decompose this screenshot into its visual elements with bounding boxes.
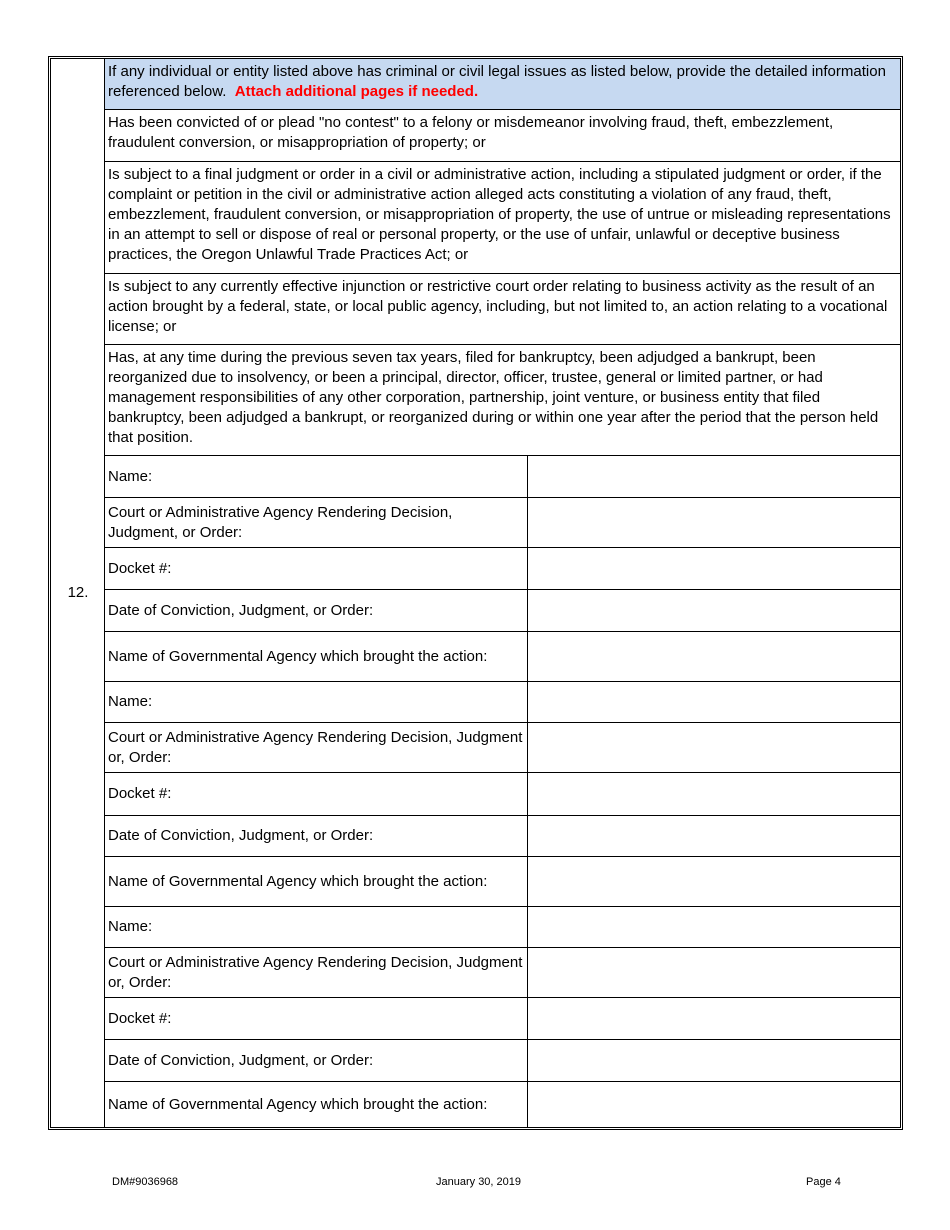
court-field[interactable] [528,723,900,772]
name-label: Name: [105,682,528,722]
intro-header [105,59,900,110]
entry-2-court-row [105,723,900,773]
date-label: Date of Conviction, Judgment, or Order: [105,816,528,856]
entry-2-name-row [105,682,900,723]
docket-field[interactable] [528,773,900,815]
date-field[interactable] [528,1040,900,1081]
footer-page-number: Page 4 [806,1176,841,1188]
name-field[interactable] [528,456,900,497]
intro-warning: Attach additional pages if needed. [234,83,479,100]
entry-3-date-row [105,1040,900,1082]
question-content [105,59,900,1127]
date-field[interactable] [528,590,900,631]
docket-label: Docket #: [105,773,528,815]
entry-3-docket-row [105,998,900,1040]
agency-field[interactable] [528,1082,900,1127]
entry-1-name-row [105,456,900,498]
condition-1: Has been convicted of or plead "no contest" to a felony or misdemeanor involving fraud, theft, embezzlement, fraudulent conversion, or misappropriation of property; or [105,110,900,162]
court-label: Court or Administrative Agency Rendering Decision, Judgment or, Order: [105,948,528,997]
entry-1-date-row [105,590,900,632]
entry-1-agency-row [105,632,900,682]
agency-label: Name of Governmental Agency which brought the action: [105,857,528,906]
intro-text: If any individual or entity listed above has criminal or civil legal issues as listed below, provide the detailed information referenced below. [108,63,886,100]
question-number-column [51,59,105,1127]
entry-3-agency-row [105,1082,900,1127]
entry-3-court-row [105,948,900,998]
condition-4: Has, at any time during the previous seven tax years, filed for bankruptcy, been adjudged a bankrupt, been reorganized due to insolvency, or been a principal, director, officer, trustee, general or limited partner, or had management responsibilities of any other corporation, partnership, joint venture, or business entity that filed bankruptcy, been adjudged a bankrupt, or reorganized during or within one year after the period that the person held that position. [105,345,900,456]
condition-3: Is subject to any currently effective injunction or restrictive court order relating to business activity as the result of an action brought by a federal, state, or local public agency, including, but not limited to, an action relating to a vocational license; or [105,274,900,345]
entry-2-date-row [105,816,900,857]
court-label: Court or Administrative Agency Rendering Decision, Judgment or, Order: [105,723,528,772]
docket-field[interactable] [528,998,900,1039]
date-label: Date of Conviction, Judgment, or Order: [105,590,528,631]
name-field[interactable] [528,907,900,947]
docket-label: Docket #: [105,548,528,589]
name-label: Name: [105,907,528,947]
condition-2: Is subject to a final judgment or order in a civil or administrative action, including a stipulated judgment or order, if the complaint or petition in the civil or administrative action alleged acts constituting a violation of any fraud, theft, embezzlement, fraudulent conversion, or misappropriation of property, the use of untrue or misleading representations in an attempt to sell or dispose of real or personal property, or the use of unfair, unlawful or deceptive business practices, the Oregon Unlawful Trade Practices Act; or [105,162,900,274]
court-field[interactable] [528,948,900,997]
docket-field[interactable] [528,548,900,589]
form-frame [48,56,903,1130]
court-label: Court or Administrative Agency Rendering Decision, Judgment, or Order: [105,498,528,547]
entry-1-docket-row [105,548,900,590]
name-label: Name: [105,456,528,497]
agency-label: Name of Governmental Agency which brought the action: [105,632,528,681]
entry-2-agency-row [105,857,900,907]
court-field[interactable] [528,498,900,547]
date-field[interactable] [528,816,900,856]
name-field[interactable] [528,682,900,722]
entry-2-docket-row [105,773,900,816]
agency-field[interactable] [528,632,900,681]
agency-label: Name of Governmental Agency which brought the action: [105,1082,528,1127]
question-number: 12. [67,584,89,601]
footer-date: January 30, 2019 [436,1176,522,1188]
entry-3-name-row [105,907,900,948]
footer-doc-id: DM#9036968 [112,1176,179,1188]
entry-1-court-row [105,498,900,548]
date-label: Date of Conviction, Judgment, or Order: [105,1040,528,1081]
agency-field[interactable] [528,857,900,906]
docket-label: Docket #: [105,998,528,1039]
